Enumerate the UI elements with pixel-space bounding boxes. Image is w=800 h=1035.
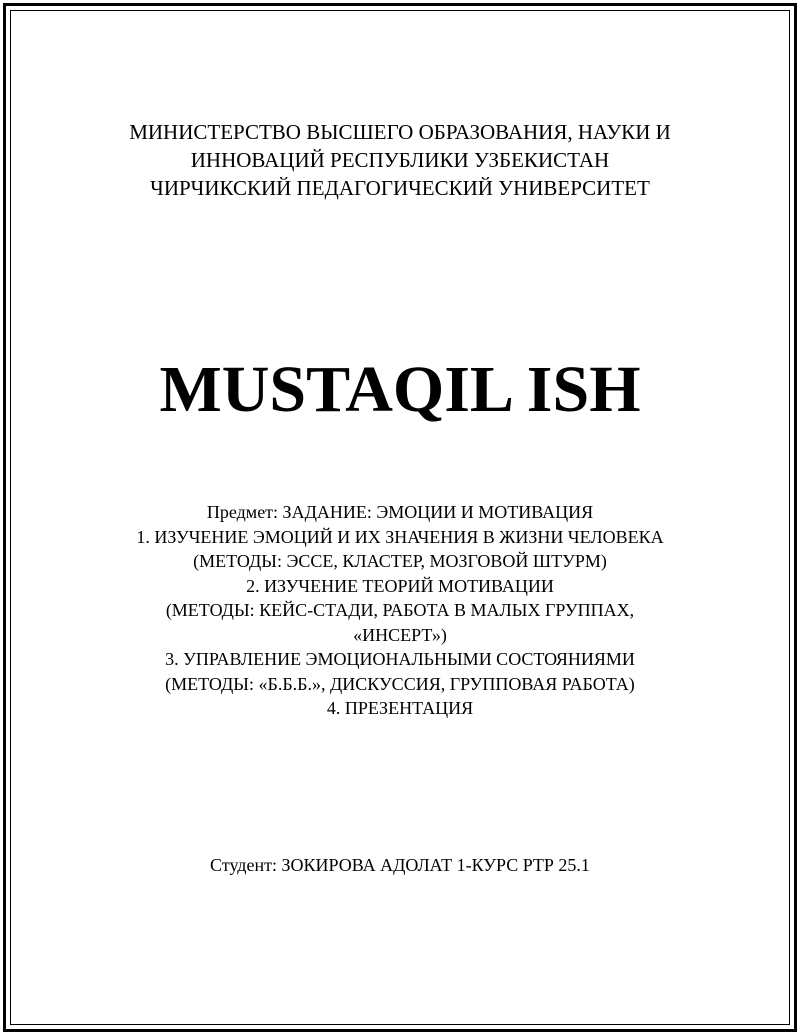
subject-line: 1. ИЗУЧЕНИЕ ЭМОЦИЙ И ИХ ЗНАЧЕНИЯ В ЖИЗНИ ЧЕЛОВЕКА <box>136 526 664 547</box>
subject-line: (МЕТОДЫ: ЭССЕ, КЛАСТЕР, МОЗГОВОЙ ШТУРМ) <box>193 551 607 571</box>
subject-line: 3. УПРАВЛЕНИЕ ЭМОЦИОНАЛЬНЫМИ СОСТОЯНИЯМИ <box>165 649 635 669</box>
subject-block <box>0 500 800 721</box>
header-line: ИННОВАЦИЙ РЕСПУБЛИКИ УЗБЕКИСТАН <box>190 148 610 172</box>
document-title: MUSTAQIL ISH <box>159 353 641 426</box>
subject-line: Предмет: ЗАДАНИЕ: ЭМОЦИИ И МОТИВАЦИЯ <box>206 502 594 522</box>
header-line: МИНИСТЕРСТВО ВЫСШЕГО ОБРАЗОВАНИЯ, НАУКИ И <box>129 120 671 144</box>
subject-line: (МЕТОДЫ: «Б.Б.Б.», ДИСКУССИЯ, ГРУППОВАЯ РАБОТА) <box>165 673 635 694</box>
subject-line: «ИНСЕРТ») <box>353 624 447 645</box>
subject-line: 2. ИЗУЧЕНИЕ ТЕОРИЙ МОТИВАЦИИ <box>246 575 554 596</box>
subject-line: (МЕТОДЫ: КЕЙС-СТАДИ, РАБОТА В МАЛЫХ ГРУППАХ, <box>165 600 635 620</box>
subject-line: 4. ПРЕЗЕНТАЦИЯ <box>326 698 474 718</box>
ministry-header <box>0 118 800 202</box>
student-info: Студент: ЗОКИРОВА АДОЛАТ 1-КУРС РТР 25.1 <box>210 855 590 875</box>
header-line: ЧИРЧИКСКИЙ ПЕДАГОГИЧЕСКИЙ УНИВЕРСИТЕТ <box>150 176 650 200</box>
